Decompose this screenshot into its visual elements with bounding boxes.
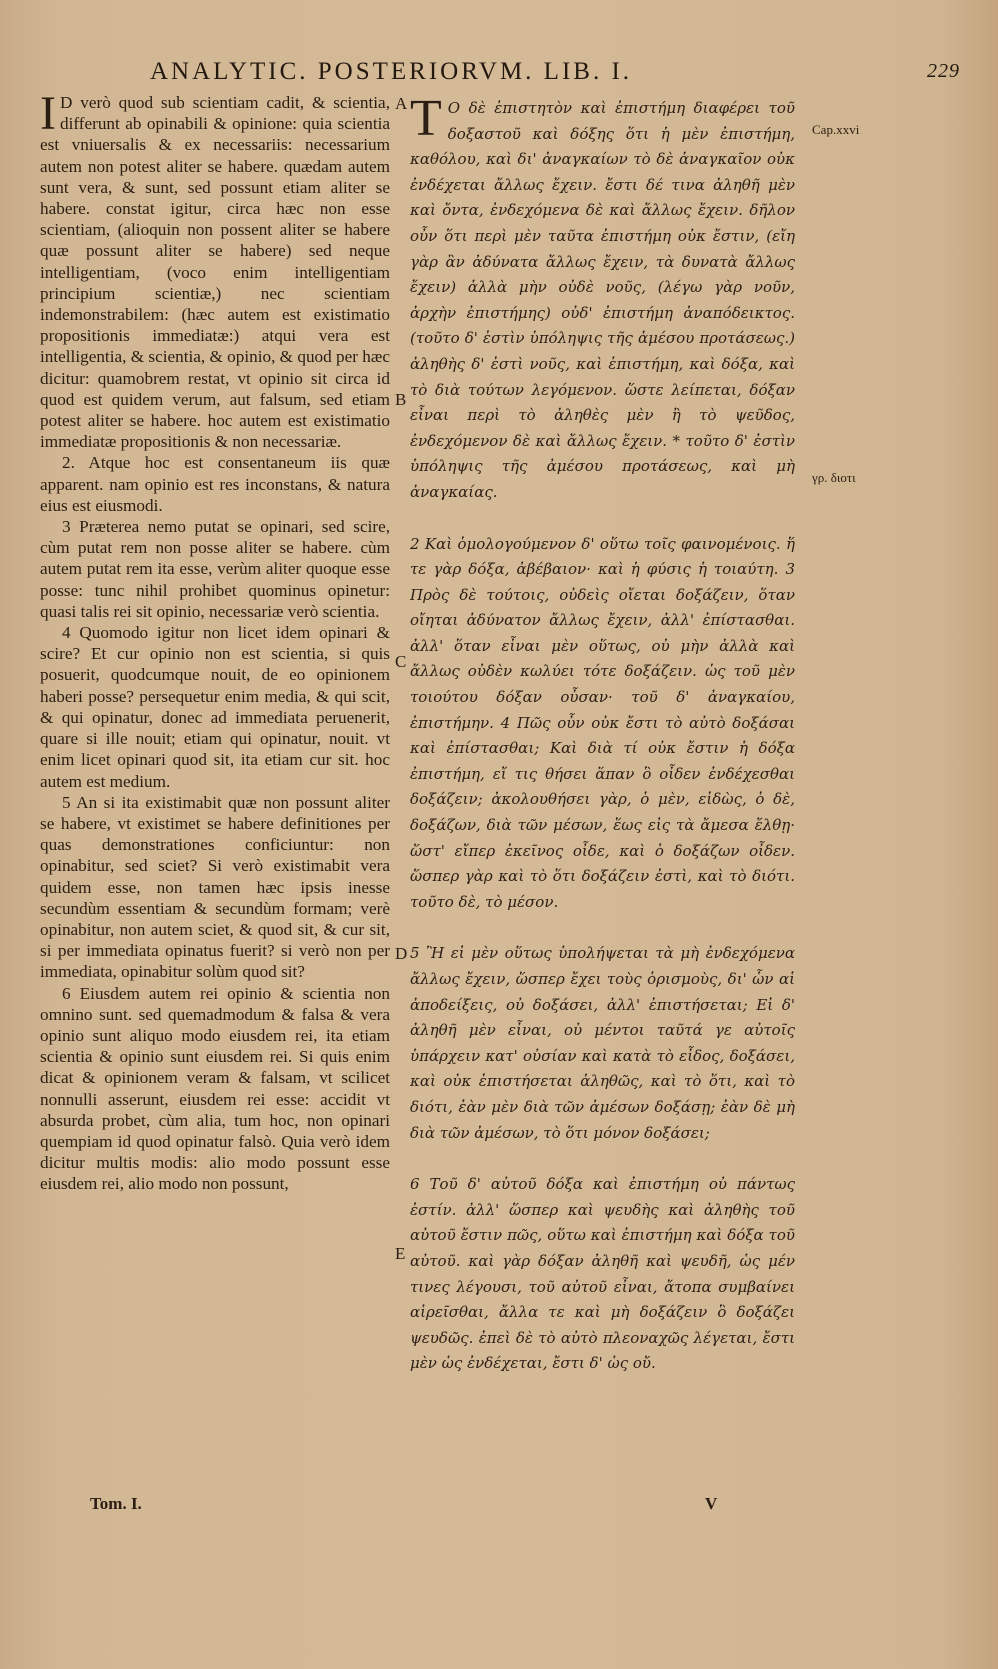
running-title: ANALYTIC. POSTERIORVM. LIB. I.	[150, 58, 633, 85]
latin-dropcap: I	[40, 87, 56, 140]
greek-paragraph-1-text: Ο δὲ ἐπιστητὸν καὶ ἐπιστήμη διαφέρει τοῦ δοξαστοῦ καὶ δόξης ὅτι ἡ μὲν ἐπιστήμη, καθόλου, καὶ δι' ἀναγκαίων τὸ δὲ ἀναγκαῖον οὐκ ἐνδέχεται ἄλλως ἔχειν. ἔστι δέ τινα ἀληθῆ μὲν καὶ ὄντα, ἐνδεχόμενα δὲ καὶ ἄλλως ἔχειν. δῆλον οὖν ὅτι περὶ μὲν ταῦτα ἐπιστήμη οὐκ ἔστιν, (εἴη γὰρ ἂν ἀδύνατα ἄλλως ἔχειν, τὰ δυνατὰ ἄλλως ἔχειν) ἀλλὰ μὴν οὐδὲ νοῦς, (λέγω γὰρ νοῦν, ἀρχὴν ἐπιστήμης) οὐδ' ἐπιστήμη ἀναπόδεικτος. (τοῦτο δ' ἐστὶν ὑπόληψις τῆς ἀμέσου προτάσεως.) ἀληθὴς δ' ἐστὶ νοῦς, καὶ ἐπιστήμη, καὶ δόξα, καὶ τὸ διὰ τούτων λεγόμενον. ὥστε λείπεται, δόξαν εἶναι περὶ τὸ ἀληθὲς μὲν ἢ τὸ ψεῦδος, ἐνδεχόμενον δὲ καὶ ἄλλως ἔχειν. * τοῦτο δ' ἐστὶν ὑπόληψις τῆς ἀμέσου προτάσεως, καὶ μὴ ἀναγκαίας.	[410, 99, 795, 501]
latin-paragraph-5: 5 An si ita existimabit quæ non possunt aliter se habere, vt existimet se habere definitiones per quas demonstrationes conficiuntur: non opinabitur, sed sciet? Si verò existimabit vera quidem esse, non tamen hæc ipsis inesse secundùm essentiam & secundùm formam; verè opinabitur, non autem sciet, & quod sit, & cur sit, si per immediata opinatus fuerit? si verò non per immediata, opinabitur solùm quod sit?	[40, 792, 390, 982]
latin-column	[40, 87, 390, 1195]
volume-mark: Tom. I.	[90, 1494, 142, 1513]
chapter-margin-note: Cap.xxvi	[812, 122, 860, 137]
section-marker-a: A	[395, 94, 408, 113]
running-header	[150, 58, 960, 92]
latin-paragraph-6: 6 Eiusdem autem rei opinio & scientia non omnino sunt. sed quemadmodum & falsa & vera opinio sunt aliquo modo eiusdem rei, ita etiam scientia & opinio sunt eiusdem rei. Si quis enim dicat & opinionem veram & falsam, vt scilicet nonnulli asserunt, eiusdem rei esse: accidit vt absurda probet, cùm alia, tum hoc, non opinari quempiam id quod opinatur falsò. Quia verò idem dicitur multis modis: alio modo possunt esse eiusdem rei, alio modo non possunt,	[40, 983, 390, 1194]
greek-dropcap: Τ	[410, 90, 442, 147]
section-marker-e: E	[395, 1244, 406, 1263]
latin-paragraph-4: 4 Quomodo igitur non licet idem opinari & scire? Et cur opinio non est scientia, si quis posuerit, quodcumque nouit, de eo opinionem haberi posse? persequetur enim media, & qui scit, & qui opinatur, donec ad immediata peruenerit, quare si ille nouit; etiam qui opinatur, nouit. vt enim licet opinari quod sit, ita etiam cur sit. hoc autem est medium.	[40, 623, 390, 791]
greek-paragraph-3: 5 Ἢ εἰ μὲν οὕτως ὑπολήψεται τὰ μὴ ἐνδεχόμενα ἄλλως ἔχειν, ὥσπερ ἔχει τοὺς ὁρισμοὺς, δι' ὧν αἱ ἀποδείξεις, οὐ δοξάσει, ἀλλ' ἐπιστήσεται; Εἰ δ' ἀληθῆ μὲν εἶναι, οὐ μέντοι ταῦτά γε αὐτοῖς ὑπάρχειν κατ' οὐσίαν καὶ κατὰ τὸ εἶδος, δοξάσει, καὶ οὐκ ἐπιστήσεται ἀληθῶς, καὶ τὸ ὅτι, καὶ τὸ διότι, ἐὰν μὲν διὰ τῶν ἀμέσων δοξάσῃ; ἐὰν δὲ μὴ διὰ τῶν ἀμέσων, τὸ ὅτι μόνον δοξάσει;	[410, 944, 795, 1142]
section-marker-c: C	[395, 652, 407, 671]
section-marker-b: B	[395, 390, 407, 409]
greek-column	[410, 90, 795, 1377]
section-marker-d: D	[395, 944, 408, 963]
latin-paragraph-1-text: D verò quod sub scientiam cadit, & scientia, differunt ab opinabili & opinione: quia scientia est vniuersalis & ex necessariis: necessarium autem non potest aliter se habere. quædam autem sunt vera, & sunt, sed possunt etiam aliter se habere. constat igitur, circa hæc non esse scientiam, (alioquin non possent aliter se habere quæ possunt aliter se habere) sed neque intelligentiam, (voco enim intelligentiam principium scientiæ,) nec scientiam indemonstrabilem: (hæc autem est existimatio propositionis immediatæ:) atqui vera est intelligentia, & scientia, & opinio, & quod per hæc dicitur: quamobrem restat, vt opinio sit circa id quod est quidem verum, aut falsum, sed etiam potest aliter se habere. hoc autem est existimatio immediatæ propositionis & non necessariæ.	[40, 93, 390, 452]
greek-paragraph-1	[410, 90, 795, 506]
signature-mark: V	[705, 1494, 718, 1513]
greek-paragraph-2: 2 Καὶ ὁμολογούμενον δ' οὕτω τοῖς φαινομένοις. ἥ τε γὰρ δόξα, ἀβέβαιον· καὶ ἡ φύσις ἡ τοιαύτη. 3 Πρὸς δὲ τούτοις, οὐδεὶς οἴεται δοξάζειν, ὅταν οἴηται ἀδύνατον ἄλλως ἔχειν, ἀλλ' ἐπίστασθαι. ἀλλ' ὅταν εἶναι μὲν οὕτως, οὐ μὴν ἀλλὰ καὶ ἄλλως οὐδὲν κωλύει τότε δοξάζειν. ὡς τοῦ μὲν τοιούτου δόξαν οὖσαν· τοῦ δ' ἀναγκαίου, ἐπιστήμην. 4 Πῶς οὖν οὐκ ἔστι τὸ αὐτὸ δοξάσαι καὶ ἐπίστασθαι; Καὶ διὰ τί οὐκ ἔστιν ἡ δόξα ἐπιστήμη, εἴ τις θήσει ἅπαν ὃ οἶδεν ἐνδέχεσθαι δοξάζειν; ἀκολουθήσει γὰρ, ὁ μὲν, εἰδὼς, ὁ δὲ, δοξάζων, διὰ τῶν μέσων, ἕως εἰς τὰ ἄμεσα ἔλθῃ· ὥστ' εἴπερ ἐκεῖνος οἶδε, καὶ ὁ δοξάζων οἶδεν. ὥσπερ γὰρ καὶ τὸ ὅτι δοξάζειν ἐστὶ, καὶ τὸ διότι. τοῦτο δὲ, τὸ μέσον.	[410, 534, 795, 911]
latin-paragraph-2: 2. Atque hoc est consentaneum iis quæ apparent. nam opinio est res inconstans, & natura eius est eiusmodi.	[40, 453, 390, 515]
page-number: 229	[927, 60, 960, 82]
greek-paragraph-4: 6 Τοῦ δ' αὐτοῦ δόξα καὶ ἐπιστήμη οὐ πάντως ἐστίν. ἀλλ' ὥσπερ καὶ ψευδὴς καὶ ἀληθὴς τοῦ αὐτοῦ ἔστιν πῶς, οὕτω καὶ ἐπιστήμη καὶ δόξα τοῦ αὐτοῦ. καὶ γὰρ δόξαν ἀληθῆ καὶ ψευδῆ, ὡς μέν τινες λέγουσι, τοῦ αὐτοῦ εἶναι, ἄτοπα συμβαίνει αἱρεῖσθαι, ἄλλα τε καὶ μὴ δοξάζειν ὃ δοξάζει ψευδῶς. ἐπεὶ δὲ τὸ αὐτὸ πλεοναχῶς λέγεται, ἔστι μὲν ὡς ἐνδέχεται, ἔστι δ' ὡς οὔ.	[410, 1175, 795, 1373]
variant-reading-note: γρ. διοτι	[812, 470, 856, 485]
latin-paragraph-1	[40, 87, 390, 452]
latin-paragraph-3: 3 Præterea nemo putat se opinari, sed scire, cùm putat rem non posse aliter se habere. cùm autem putat rem ita esse, verùm aliter quoque esse posse: tunc nihil prohibet quominus opinetur: quasi talis rei sit opinio, necessariæ verò scientia.	[40, 517, 390, 621]
